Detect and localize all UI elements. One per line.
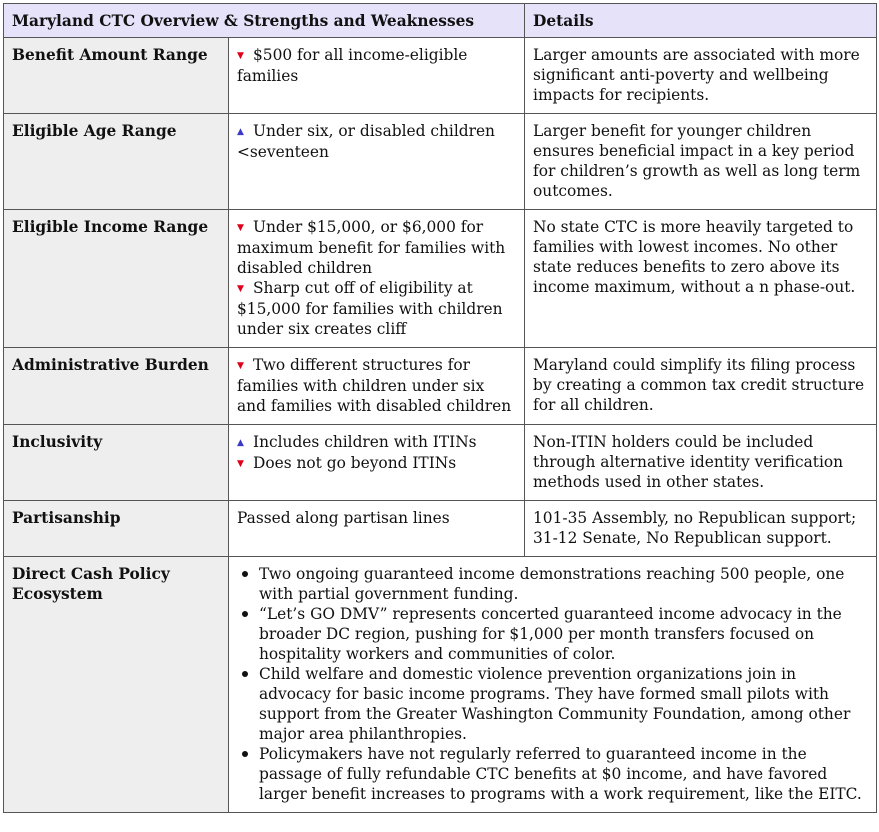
list-item: Two ongoing guaranteed income demonstrations reaching 500 people, one with partial government funding. [259,564,868,604]
assessment-cell [229,501,525,557]
table-row [4,38,877,114]
assessment-point: ▼ Sharp cut off of eligibility at $15,000 for families with children under six creates cliff [237,279,503,338]
table-row [4,425,877,501]
details-cell: Larger benefit for younger children ensures beneficial impact in a key period for children’s growth as well as long term outcomes. [525,114,877,210]
row-label: Partisanship [4,501,229,557]
details-cell: Larger amounts are associated with more significant anti-poverty and wellbeing impacts for recipients. [525,38,877,114]
assessment-point: ▼ Two different structures for families with children under six and families with disabled children [237,356,512,415]
row-label: Inclusivity [4,425,229,501]
assessment-cell [229,425,525,501]
assessment-cell [229,348,525,425]
assessment-cell [229,114,525,210]
table-title: Maryland CTC Overview & Strengths and Weaknesses [4,4,525,38]
list-item: Policymakers have not regularly referred to guaranteed income in the passage of fully refundable CTC benefits at $0 income, and have favored larger benefit increases to programs with a work requirement, like the EITC. [259,744,868,804]
assessment-point: Passed along partisan lines [237,509,450,527]
details-header: Details [525,4,877,38]
assessment-point: ▼ Does not go beyond ITINs [237,454,457,472]
list-item: Child welfare and domestic violence prevention organizations join in advocacy for basic income programs. They have formed small pilots with support from the Greater Washington Community Foundation, among other major area philanthropies. [259,664,868,744]
row-label: Benefit Amount Range [4,38,229,114]
assessment-cell [229,210,525,348]
ecosystem-list [237,564,868,804]
assessment-point: ▼ Under $15,000, or $6,000 for maximum benefit for families with disabled children [237,218,506,277]
strength-arrow-icon: ▲ [237,127,244,137]
assessment-point: ▲ Under six, or disabled children <seventeen [237,122,495,161]
row-label: Direct Cash Policy Ecosystem [4,557,229,813]
table-row [4,114,877,210]
row-label: Eligible Income Range [4,210,229,348]
row-label: Eligible Age Range [4,114,229,210]
header-row [4,4,877,38]
details-cell: Maryland could simplify its filing process by creating a common tax credit structure for all children. [525,348,877,425]
assessment-point: ▼ $500 for all income-eligible families [237,46,468,85]
details-cell: Non-ITIN holders could be included through alternative identity verification methods used in other states. [525,425,877,501]
weakness-arrow-icon: ▼ [237,51,244,61]
table-row [4,501,877,557]
table-row [4,557,877,813]
assessment-cell [229,38,525,114]
ecosystem-cell [229,557,877,813]
table-row [4,348,877,425]
table-row [4,210,877,348]
list-item: “Let’s GO DMV” represents concerted guaranteed income advocacy in the broader DC region, pushing for $1,000 per month transfers focused on hospitality workers and communities of color. [259,604,868,664]
weakness-arrow-icon: ▼ [237,361,244,371]
details-cell: 101-35 Assembly, no Republican support; 31-12 Senate, No Republican support. [525,501,877,557]
ctc-overview-table [3,3,877,813]
weakness-arrow-icon: ▼ [237,459,244,469]
assessment-point: ▲ Includes children with ITINs [237,433,477,451]
details-cell: No state CTC is more heavily targeted to families with lowest incomes. No other state reduces benefits to zero above its income maximum, without a n phase-out. [525,210,877,348]
strength-arrow-icon: ▲ [237,438,244,448]
row-label: Administrative Burden [4,348,229,425]
weakness-arrow-icon: ▼ [237,284,244,294]
weakness-arrow-icon: ▼ [237,223,244,233]
